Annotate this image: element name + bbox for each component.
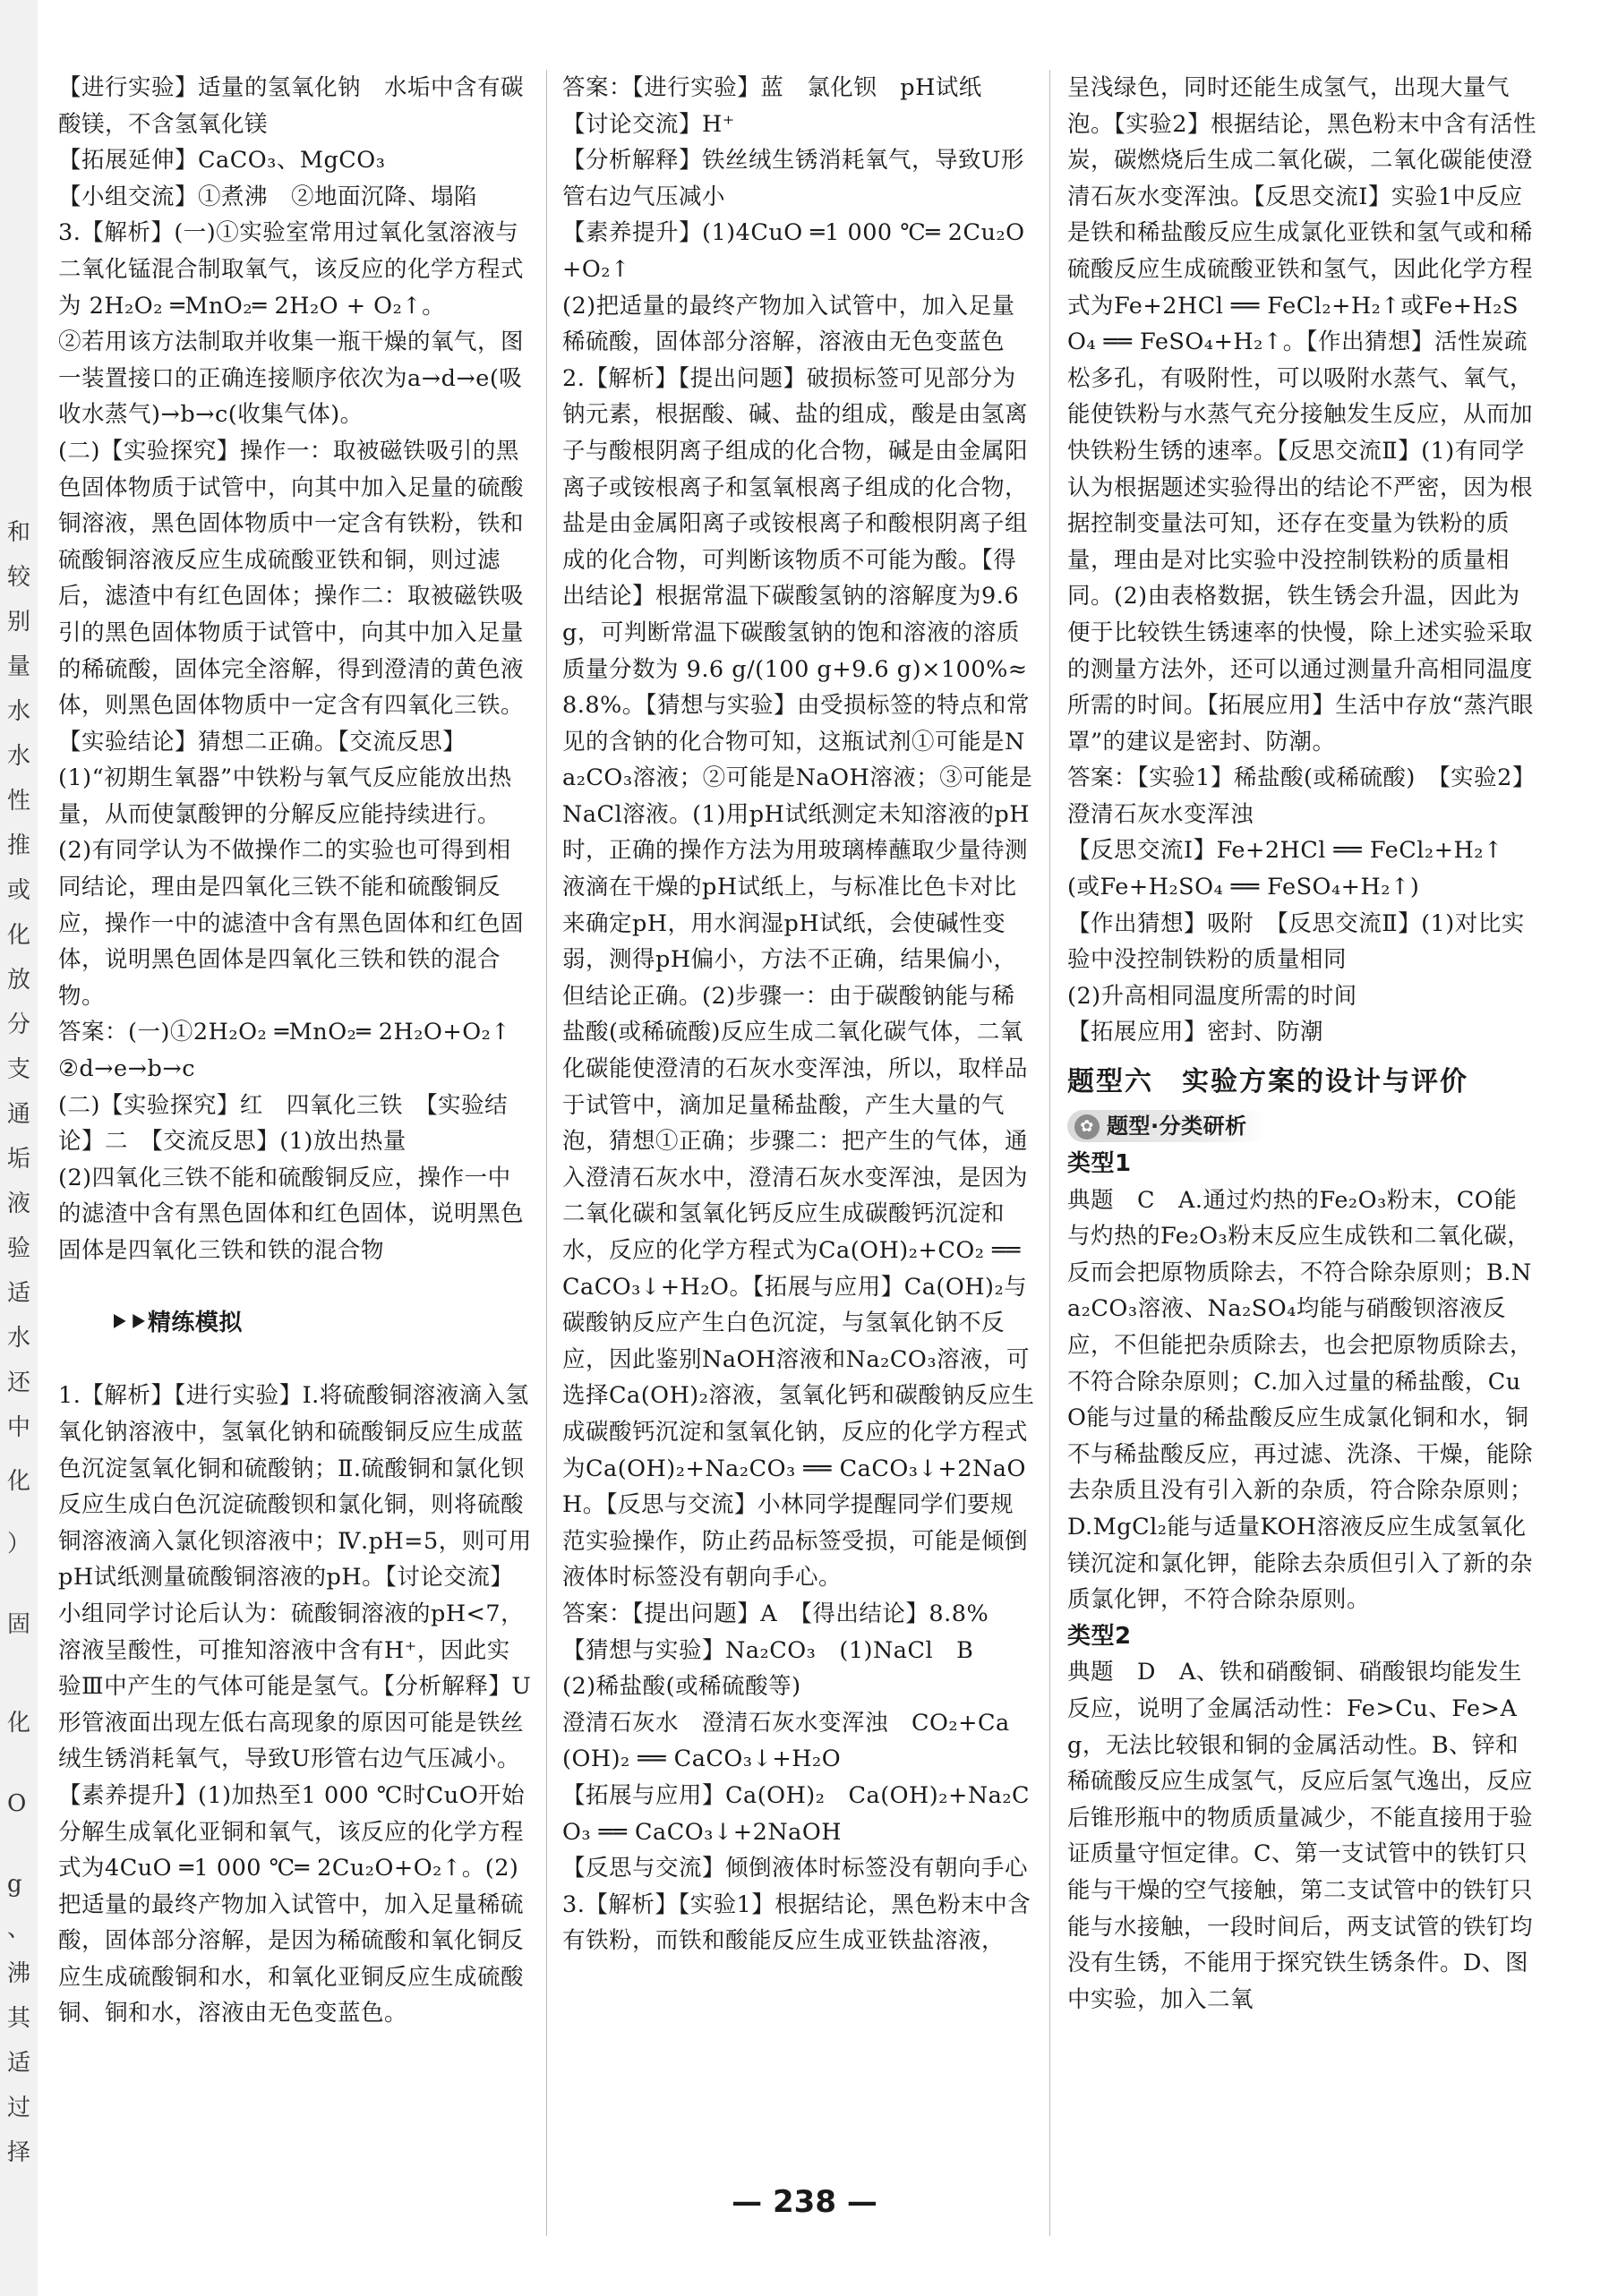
gutter-char: 支 [7,1056,31,1083]
column-divider [546,70,547,2236]
page-number: — 238 — [732,2184,877,2220]
answer-line: (2)四氧化三铁不能和硫酸铜反应，操作一中的滤渣中含有黑色固体和红色固体，说明黑色固体是四氧化三铁和铁的混合物 [58,1164,525,1264]
gutter-char: 较 [7,564,31,591]
answer-line: (或Fe+H₂SO₄ ══ FeSO₄+H₂↑) [1067,874,1420,901]
paragraph: ②若用该方法制取并收集一瓶干燥的氧气，图一装置接口的正确连接顺序依次为a→d→e(吸收水蒸气)→b→c(收集气体)。 [58,329,525,429]
gutter-char: O [7,1790,27,1817]
arrow-icon: ⯈⯈ [109,1310,148,1337]
gutter-char: 还 [7,1370,31,1396]
answer-line: 【作出猜想】吸附 【反思交流Ⅱ】(1)对比实验中没控制铁粉的质量相同 [1067,909,1525,974]
gutter-char: 适 [7,1280,31,1307]
paragraph: 典题 D A、铁和硝酸铜、硝酸银均能发生反应，说明了金属活动性：Fe>Cu、Fe>Ag，无法比较银和铜的金属活动性。B、锌和稀硫酸反应生成氢气，反应后氢气逸出，反应后锥形瓶中的物质质量减少，不能直接用于验证质量守恒定律。C、第一支试管中的铁钉只能与干燥的空气接触，第二支试管中的铁钉只能与水接触，一段时间后，两支试管的铁钉均没有生锈，不能用于探究铁生锈条件。D、图中实验，加入二氧 [1067,1659,1534,2013]
gutter-char: 化 [7,1710,31,1737]
column-divider [1049,70,1050,2236]
paragraph: 【拓展延伸】CaCO₃、MgCO₃ [58,147,386,175]
answer-line: 【猜想与实验】Na₂CO₃ (1)NaCl B [562,1636,974,1664]
gutter-char: 化 [7,922,31,949]
gutter-char: 适 [7,2050,31,2077]
gutter-char: 水 [7,743,31,770]
gutter-char: 、 [7,1916,31,1942]
gutter-char: 别 [7,609,31,636]
paragraph: 呈浅绿色，同时还能生成氢气，出现大量气泡。【实验2】根据结论，黑色粉末中含有活性炭，碳燃烧后生成二氧化碳，二氧化碳能使澄清石灰水变浑浊。【反思交流Ⅰ】实验1中反应是铁和稀盐酸反应生成氯化亚铁和氢气或和稀硫酸反应生成硫酸亚铁和氢气，因此化学方程式为Fe+2HCl ══ FeCl₂+H₂↑或Fe+H₂SO₄ ══ FeSO₄+H₂↑。【作出猜想】活性炭疏松多孔，有吸附性，可以吸附水蒸气、氧气，能使铁粉与水蒸气充分接触发生反应，从而加快铁粉生锈的速率。【反思交流Ⅱ】(1)有同学认为根据题述实验得出的结论不严密，因为根据控制变量法可知，还存在变量为铁粉的质量，理由是对比实验中没控制铁粉的质量相同。(2)由表格数据，铁生锈会升温，因此为便于比较铁生锈速率的快慢，除上述实验采取的测量方法外，还可以通过测量升高相同温度所需的时间。【拓展应用】生活中存放“蒸汽眼罩”的建议是密封、防潮。 [1067,74,1536,755]
answer-line: 答案：【实验1】稀盐酸(或稀硫酸) 【实验2】澄清石灰水变浑浊 [1067,764,1536,828]
gutter-char: 固 [7,1611,31,1638]
answer-line: 答案：【提出问题】A 【得出结论】8.8% [562,1600,989,1627]
answer-line: 澄清石灰水 澄清石灰水变浑浊 CO₂+Ca(OH)₂ ══ CaCO₃↓+H₂O [562,1709,1010,1773]
gutter-char: 沸 [7,1960,31,1987]
gutter-char: 性 [7,788,31,815]
gutter-char: ） [7,1531,31,1558]
paragraph: 1.【解析】【进行实验】Ⅰ.将硫酸铜溶液滴入氢氧化钠溶液中，氢氧化钠和硫酸铜反应生成蓝色沉淀氢氧化铜和硫酸钠；Ⅱ.硫酸铜和氯化钡反应生成白色沉淀硫酸钡和氯化铜，则将硫酸铜溶液滴入氯化钡溶液中；Ⅳ.pH=5，则可用pH试纸测量硫酸铜溶液的pH。【讨论交流】小组同学讨论后认为：硫酸铜溶液的pH<7，溶液呈酸性，可推知溶液中含有H⁺，因此实验Ⅲ中产生的气体可能是氢气。【分析解释】U形管液面出现左低右高现象的原因可能是铁丝绒生锈消耗氧气，导致U形管右边气压减小。【素养提升】(1)加热至1 000 ℃时CuO开始分解生成氧化亚铜和氧气，该反应的化学方程式为4CuO ═1 000 ℃═ 2Cu₂O+O₂↑。(2)把适量的最终产物加入试管中，加入足量稀硫酸，固体部分溶解，是因为稀硫酸和氧化铜反应生成硫酸铜和水，和氧化亚铜反应生成硫酸铜、铜和水，溶液由无色变蓝色。 [58,1382,532,2027]
answer-line: 【反思与交流】倾倒液体时标签没有朝向手心 [562,1855,1029,1882]
answer-line: (2)稀盐酸(或稀硫酸等) [562,1673,801,1701]
column-left [58,70,533,2032]
flower-icon: ✿ [1074,1114,1100,1139]
answer-line: 【素养提升】(1)4CuO ═1 000 ℃═ 2Cu₂O+O₂↑ [562,219,1025,283]
answer-line: 【拓展与应用】Ca(OH)₂ Ca(OH)₂+Na₂CO₃ ══ CaCO₃↓+2NaOH [562,1781,1031,1846]
section-heading-practice: ⯈⯈精练模拟 [109,1310,243,1337]
column-right [1067,70,1536,2018]
gutter-bleed-text [4,0,32,2296]
gutter-char: 或 [7,877,31,904]
gutter-char: 水 [7,698,31,725]
gutter-char: 量 [7,653,31,680]
type-heading: 类型1 [1067,1150,1132,1178]
answer-line: (2)把适量的最终产物加入试管中，加入足量稀硫酸，固体部分溶解，溶液由无色变蓝色 [562,292,1015,356]
answer-line: (二)【实验探究】红 四氧化三铁 【实验结论】二 【交流反思】(1)放出热量 [58,1091,509,1156]
paragraph: (二)【实验探究】操作一：取被磁铁吸引的黑色固体物质于试管中，向其中加入足量的硫酸铜溶液，黑色固体物质中一定含有铁粉，铁和硫酸铜溶液反应生成硫酸亚铁和铜，则过滤后，滤渣中有红色固体；操作二：取被磁铁吸引的黑色固体物质于试管中，向其中加入足量的稀硫酸，固体完全溶解，得到澄清的黄色液体，则黑色固体物质中一定含有四氧化三铁。【实验结论】猜想二正确。【交流反思】(1)“初期生氧器”中铁粉与氧气反应能放出热量，从而使氯酸钾的分解反应能持续进行。(2)有同学认为不做操作二的实验也可得到相同结论，理由是四氧化三铁不能和硫酸铜反应，操作一中的滤渣中含有黑色固体和红色固体，说明黑色固体是四氧化三铁和铁的混合物。 [58,437,525,1010]
paragraph: 3.【解析】(一)①实验室常用过氧化氢溶液与二氧化锰混合制取氧气，该反应的化学方程式为 2H₂O₂ ═MnO₂═ 2H₂O + O₂↑。 [58,219,525,320]
paragraph: 【小组交流】①煮沸 ②地面沉降、塌陷 [58,183,478,210]
gutter-char: 推 [7,832,31,859]
paragraph: 2.【解析】【提出问题】破损标签可见部分为钠元素，根据酸、碱、盐的组成，酸是由氢离子与酸根阴离子组成的化合物，碱是由金属阳离子或铵根离子和氢氧根离子组成的化合物，盐是由金属阳离子或铵根离子和酸根阴离子组成的化合物，可判断该物质不可能为酸。【得出结论】根据常温下碳酸氢钠的溶解度为9.6 g，可判断常温下碳酸氢钠的饱和溶液的溶质质量分数为 9.6 g/(100 g+9.6 g)×100%≈8.8%。【猜想与实验】由受损标签的特点和常见的含钠的化合物可知，这瓶试剂①可能是Na₂CO₃溶液；②可能是NaOH溶液；③可能是NaCl溶液。(1)用pH试纸测定未知溶液的pH时，正确的操作方法为用玻璃棒蘸取少量待测液滴在干燥的pH试纸上，与标准比色卡对比来确定pH，用水润湿pH试纸，会使碱性变弱，测得pH偏小，方法不正确，结果偏小，但结论正确。(2)步骤一：由于碳酸钠能与稀盐酸(或稀硫酸)反应生成二氧化碳气体，二氧化碳能使澄清的石灰水变浑浊，所以，取样品于试管中，滴加足量稀盐酸，产生大量的气泡，猜想①正确；步骤二：把产生的气体，通入澄清石灰水中，澄清石灰水变浑浊，是因为二氧化碳和氢氧化钙反应生成碳酸钙沉淀和水，反应的化学方程式为Ca(OH)₂+CO₂ ══ CaCO₃↓+H₂O。【拓展与应用】Ca(OH)₂与碳酸钠反应产生白色沉淀，与氢氧化钠不反应，因此鉴别NaOH溶液和Na₂CO₃溶液，可选择Ca(OH)₂溶液，氢氧化钙和碳酸钠反应生成碳酸钙沉淀和氢氧化钠，反应的化学方程式为Ca(OH)₂+Na₂CO₃ ══ CaCO₃↓+2NaOH。【反思与交流】小林同学提醒同学们要规范实验操作，防止药品标签受损，可能是倾倒液体时标签没有朝向手心。 [562,364,1035,1592]
paragraph: 典题 C A.通过灼热的Fe₂O₃粉末，CO能与灼热的Fe₂O₃粉末反应生成铁和二氧化碳，反而会把原物质除去，不符合除杂原则；B.Na₂CO₃溶液、Na₂SO₄均能与硝酸钡溶液反应，不但能把杂质除去，也会把原物质除去，不符合除杂原则；C.加入过量的稀盐酸，CuO能与过量的稀盐酸反应生成氯化铜和水，铜不与稀盐酸反应，再过滤、洗涤、干燥，能除去杂质且没有引入新的杂质，符合除杂原则；D.MgCl₂能与适量KOH溶液反应生成氢氧化镁沉淀和氯化钾，能除去杂质但引入了新的杂质氯化钾，不符合除杂原则。 [1067,1186,1534,1614]
binding-gutter [0,0,38,2296]
answer-line: 【拓展应用】密封、防潮 [1067,1019,1324,1046]
category-banner: ✿ 题型·分类研析 [1067,1110,1267,1142]
gutter-char: 其 [7,2005,31,2032]
gutter-char: 垢 [7,1146,31,1173]
gutter-char: 水 [7,1325,31,1352]
gutter-char: 化 [7,1468,31,1495]
answer-line: ②d→e→b→c [58,1055,195,1083]
gutter-char: 通 [7,1101,31,1128]
gutter-char: 放 [7,967,31,994]
answer-line: 答案：【进行实验】蓝 氯化钡 pH试纸 [562,74,982,101]
gutter-char: 择 [7,2139,31,2166]
gutter-char: 液 [7,1191,31,1217]
section-title: 题型六 实验方案的设计与评价 [1067,1066,1468,1098]
column-middle [562,70,1035,1959]
answer-line: 答案：(一)①2H₂O₂ ═MnO₂═ 2H₂O+O₂↑ [58,1019,511,1046]
answer-line: 【分析解释】铁丝绒生锈消耗氧气，导致U形管右边气压减小 [562,147,1024,210]
gutter-char: 验 [7,1235,31,1262]
answer-line: (2)升高相同温度所需的时间 [1067,982,1357,1010]
gutter-char: 分 [7,1011,31,1038]
answer-line: 【反思交流Ⅰ】Fe+2HCl ══ FeCl₂+H₂↑ [1067,837,1503,865]
gutter-char: 过 [7,2095,31,2121]
answer-line: 【讨论交流】H⁺ [562,110,735,138]
gutter-char: g [7,1871,22,1898]
type-heading: 类型2 [1067,1622,1132,1650]
gutter-char: 中 [7,1414,31,1441]
gutter-char: 和 [7,519,31,546]
paragraph: 【进行实验】适量的氢氧化钠 水垢中含有碳酸镁，不含氢氧化镁 [58,74,525,138]
paragraph: 3.【解析】【实验1】根据结论，黑色粉末中含有铁粉，而铁和酸能反应生成亚铁盐溶液， [562,1891,1031,1955]
